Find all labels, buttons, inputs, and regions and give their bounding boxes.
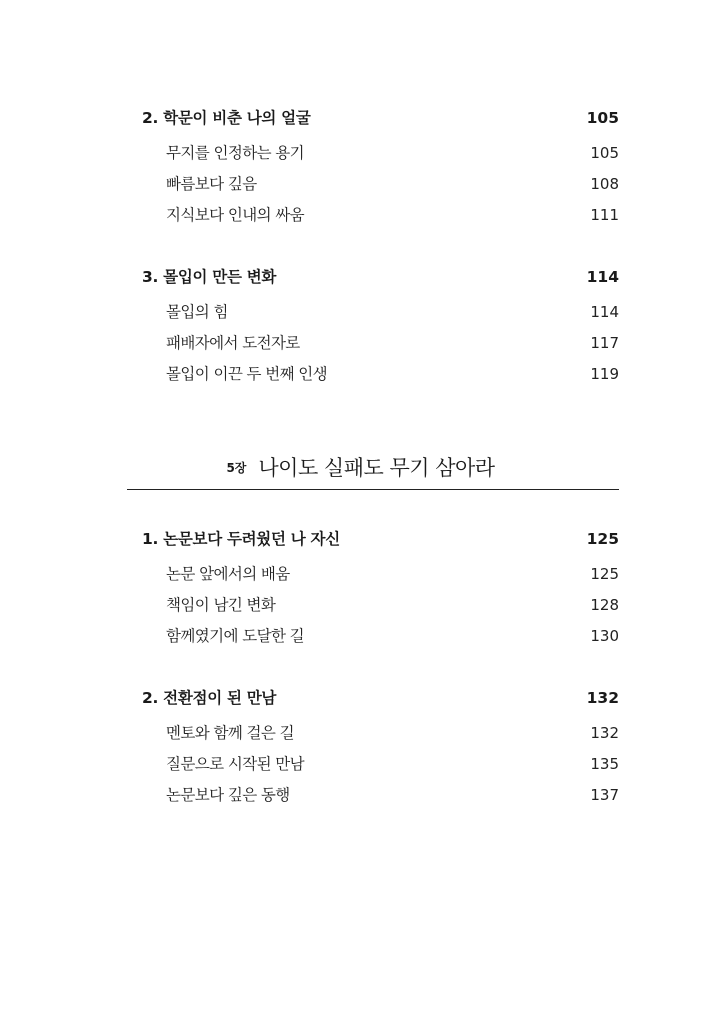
chapter-divider	[127, 489, 619, 490]
toc-sub-entry[interactable]	[0, 329, 721, 357]
toc-sub-entry[interactable]	[0, 360, 721, 388]
toc-entry-page: 111	[590, 206, 619, 224]
toc-sub-entry[interactable]	[0, 719, 721, 747]
toc-entry-page: 132	[590, 724, 619, 742]
toc-entry-title: 2. 학문이 비춘 나의 얼굴	[142, 109, 311, 127]
toc-section-entry[interactable]	[0, 263, 721, 291]
toc-sub-entry[interactable]	[0, 781, 721, 809]
toc-sub-entry[interactable]	[0, 298, 721, 326]
toc-section-entry[interactable]	[0, 684, 721, 712]
toc-entry-title: 논문보다 깊은 동행	[166, 786, 290, 804]
toc-sub-entry[interactable]	[0, 622, 721, 650]
toc-entry-title: 몰입이 이끈 두 번째 인생	[166, 365, 328, 383]
toc-entry-page: 128	[590, 596, 619, 614]
toc-sub-entry[interactable]	[0, 750, 721, 778]
toc-entry-title: 1. 논문보다 두려웠던 나 자신	[142, 530, 340, 548]
chapter-heading	[0, 452, 721, 486]
toc-sub-entry[interactable]	[0, 201, 721, 229]
toc-entry-page: 114	[590, 303, 619, 321]
chapter-number: 5장	[226, 460, 247, 475]
toc-sub-entry[interactable]	[0, 560, 721, 588]
toc-entry-page: 108	[590, 175, 619, 193]
toc-entry-title: 몰입의 힘	[166, 303, 228, 321]
toc-entry-title: 3. 몰입이 만든 변화	[142, 268, 277, 286]
toc-entry-page: 137	[590, 786, 619, 804]
toc-section-entry[interactable]	[0, 104, 721, 132]
toc-entry-title: 함께였기에 도달한 길	[166, 627, 305, 645]
toc-entry-page: 105	[586, 109, 619, 127]
toc-entry-page: 125	[586, 530, 619, 548]
chapter-title: 나이도 실패도 무기 삼아라	[258, 456, 495, 480]
toc-entry-title: 패배자에서 도전자로	[166, 334, 300, 352]
toc-entry-page: 105	[590, 144, 619, 162]
toc-section-entry[interactable]	[0, 525, 721, 553]
toc-entry-page: 130	[590, 627, 619, 645]
toc-entry-title: 지식보다 인내의 싸움	[166, 206, 305, 224]
toc-entry-page: 117	[590, 334, 619, 352]
toc-entry-title: 2. 전환점이 된 만남	[142, 689, 277, 707]
toc-entry-title: 논문 앞에서의 배움	[166, 565, 290, 583]
toc-entry-title: 책임이 남긴 변화	[166, 596, 276, 614]
toc-entry-page: 125	[590, 565, 619, 583]
toc-entry-page: 114	[586, 268, 619, 286]
toc-entry-title: 빠름보다 깊음	[166, 175, 257, 193]
toc-entry-page: 119	[590, 365, 619, 383]
toc-entry-title: 멘토와 함께 걸은 길	[166, 724, 294, 742]
toc-entry-page: 135	[590, 755, 619, 773]
toc-entry-title: 질문으로 시작된 만남	[166, 755, 305, 773]
toc-sub-entry[interactable]	[0, 591, 721, 619]
toc-sub-entry[interactable]	[0, 139, 721, 167]
toc-entry-page: 132	[586, 689, 619, 707]
toc-sub-entry[interactable]	[0, 170, 721, 198]
toc-entry-title: 무지를 인정하는 용기	[166, 144, 305, 162]
